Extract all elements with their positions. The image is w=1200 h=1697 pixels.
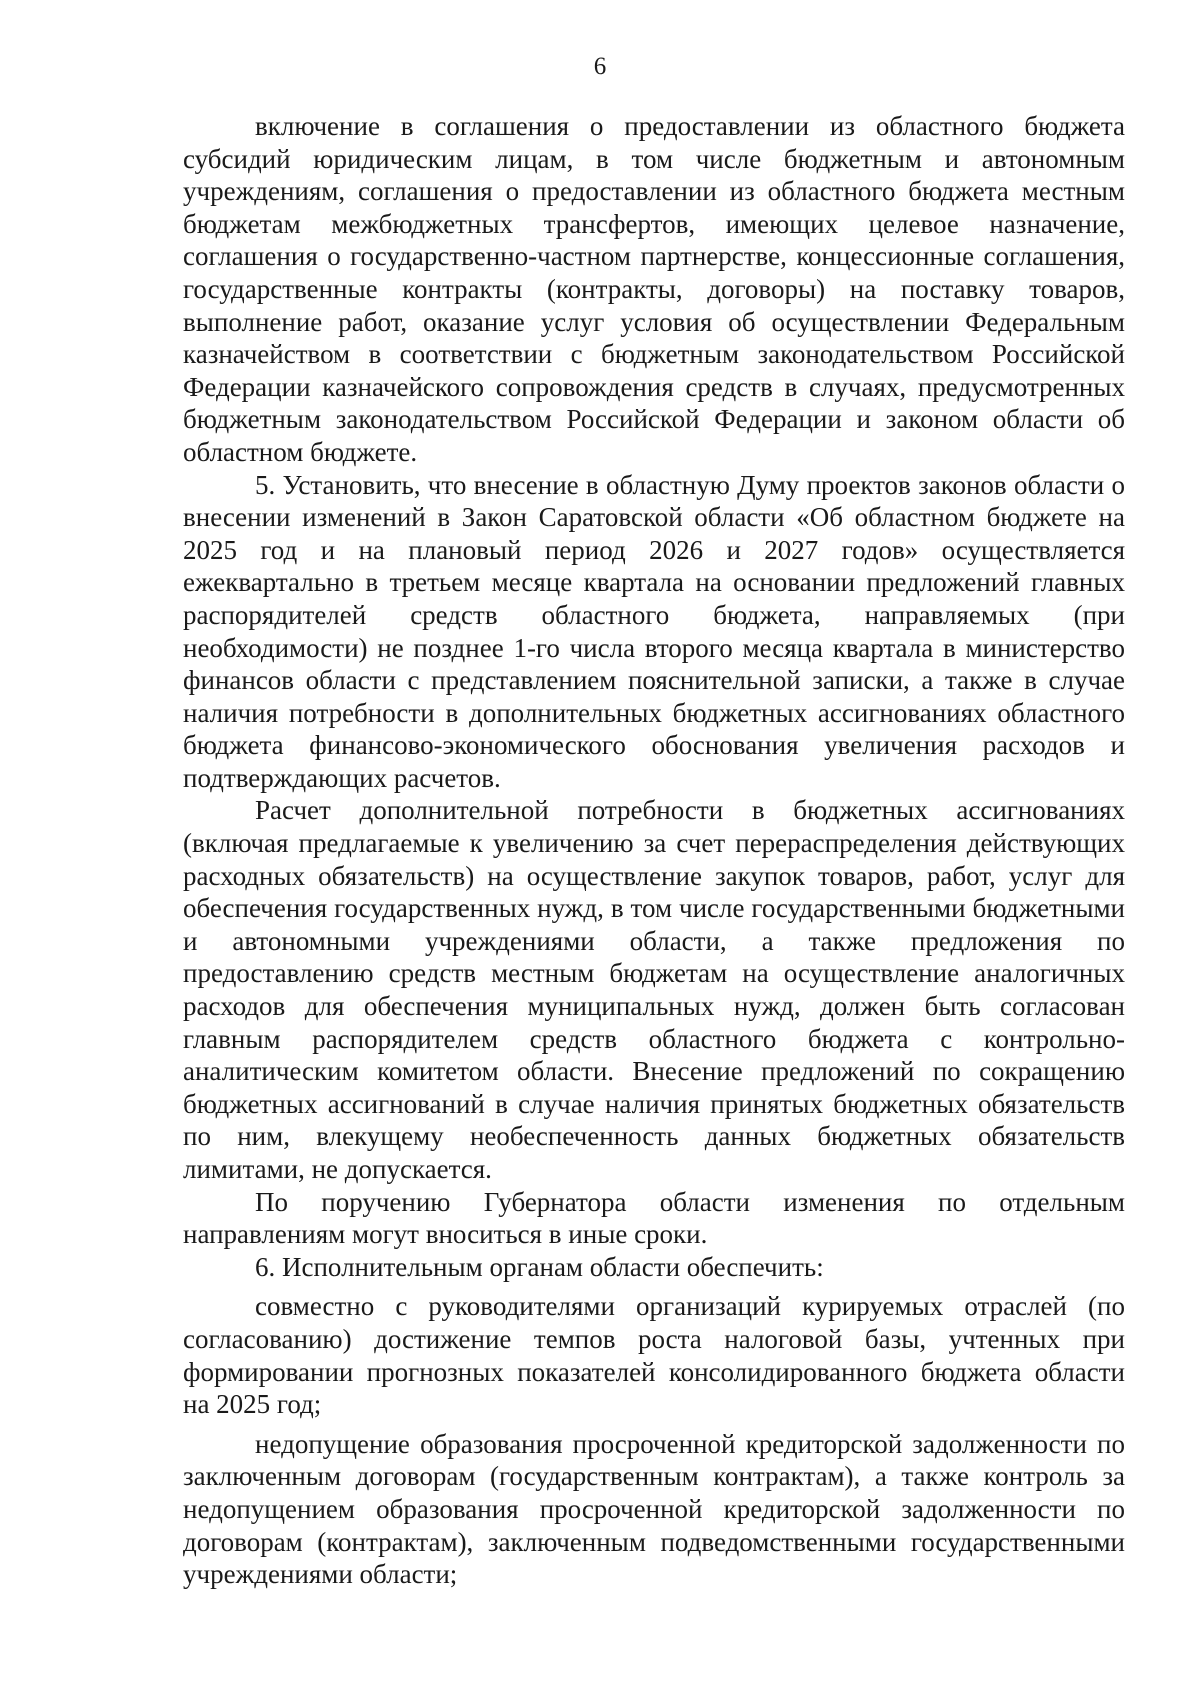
document-body [183,110,1125,1591]
paragraph-calculation: Расчет дополнительной потребности в бюджетных ассигнованиях (включая предлагаемые к увеличению за счет перераспределения действующих расходных обязательств) на осуществление закупок товаров, работ, услуг для обеспечения государственных нужд, в том числе государственными бюджетными и автономными учреждениями области, а также предложения по предоставлению средств местным бюджетам на осуществление аналогичных расходов для обеспечения муниципальных нужд, должен быть согласован главным распорядителем средств областного бюджета с контрольно-аналитическим комитетом области. Внесение предложений по сокращению бюджетных ассигнований в случае наличия принятых бюджетных обязательств по ним, влекущему необеспеченность данных бюджетных обязательств лимитами, не допускается. [183,795,1125,1184]
paragraph-item-5: 5. Установить, что внесение в областную Думу проектов законов области о внесении изменений в Закон Саратовской области «Об областном бюджете на 2025 год и на плановый период 2026 и 2027 годов» осуществляется ежеквартально в третьем месяце квартала на основании предложений главных распорядителей средств областного бюджета, направляемых (при необходимости) не позднее 1-го числа второго месяца квартала в министерство финансов области с представлением пояснительной записки, а также в случае наличия потребности в дополнительных бюджетных ассигнованиях областного бюджета финансово-экономического обоснования увеличения расходов и подтверждающих расчетов. [183,469,1125,793]
paragraph-tax-base: совместно с руководителями организаций курируемых отраслей (по согласованию) достижение темпов роста налоговой базы, учтенных при формировании прогнозных показателей консолидированного бюджета области на 2025 год; [183,1291,1125,1420]
page-number: 6 [593,53,607,80]
paragraph-treasury-support: включение в соглашения о предоставлении из областного бюджета субсидий юридическим лицам, в том числе бюджетным и автономным учреждениям, соглашения о предоставлении из областного бюджета местным бюджетам межбюджетных трансфертов, имеющих целевое назначение, соглашения о государственно-частном партнерстве, концессионные соглашения, государственные контракты (контракты, договоры) на поставку товаров, выполнение работ, оказание услуг условия об осуществлении Федеральным казначейством в соответствии с бюджетным законодательством Российской Федерации казначейского сопровождения средств в случаях, предусмотренных бюджетным законодательством Российской Федерации и законом области об областном бюджете. [183,111,1125,467]
paragraph-governor-instruction: По поручению Губернатора области изменения по отдельным направлениям могут вноситься в иные сроки. [183,1186,1125,1250]
paragraph-item-6: 6. Исполнительным органам области обеспечить: [255,1251,824,1282]
paragraph-arrears: недопущение образования просроченной кредиторской задолженности по заключенным договорам (государственным контрактам), а также контроль за недопущением образования просроченной кредиторской задолженности по договорам (контрактам), заключенным подведомственными государственными учреждениями области; [183,1428,1125,1590]
